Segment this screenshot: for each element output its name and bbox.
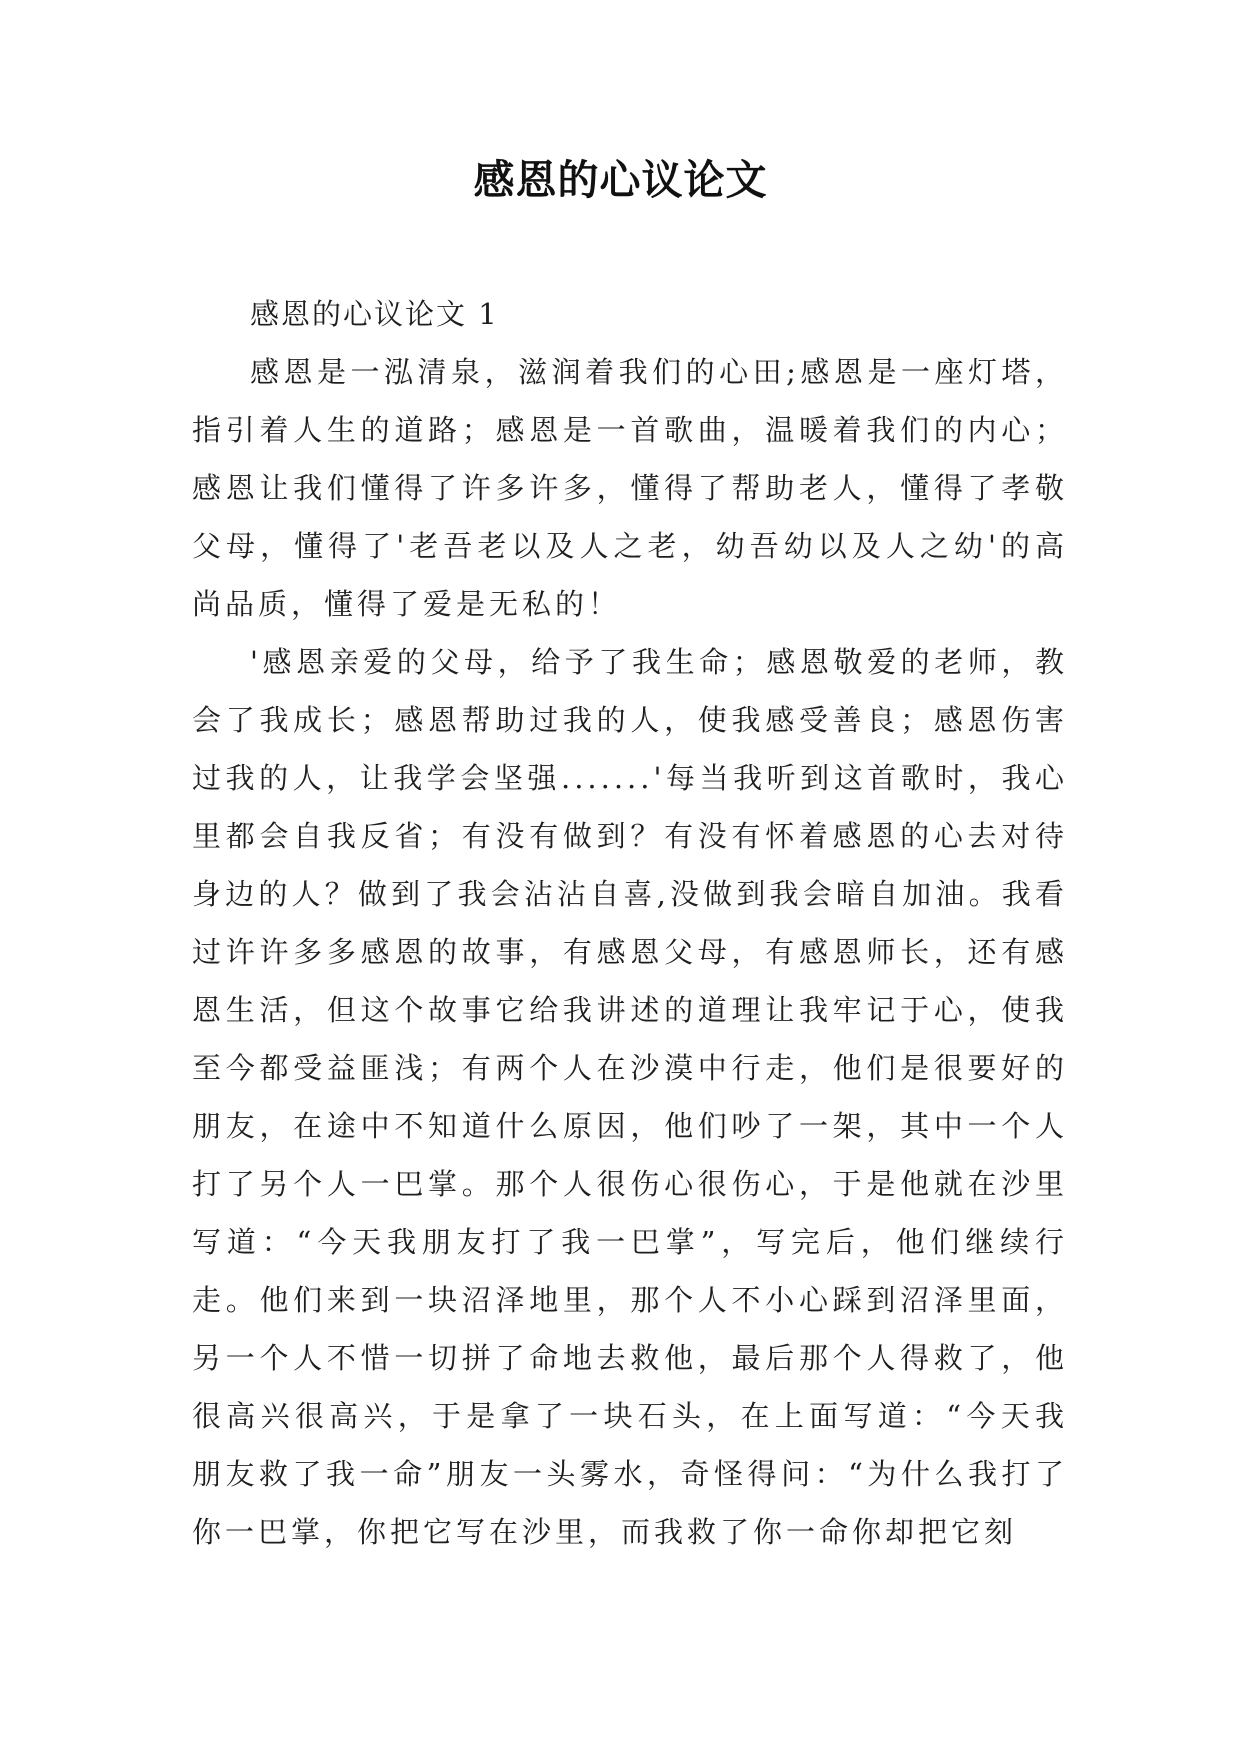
document-title: 感恩的心议论文 [473,156,768,204]
document-body [192,285,1068,1561]
paragraph-1: 感恩是一泓清泉，滋润着我们的心田;感恩是一座灯塔，指引着人生的道路；感恩是一首歌曲，温暖着我们的内心；感恩让我们懂得了许多许多，懂得了帮助老人，懂得了孝敬父母，懂得了'老吾老以及人之老，幼吾幼以及人之幼'的高尚品质，懂得了爱是无私的！ [192,355,1068,621]
paragraph-2: '感恩亲爱的父母，给予了我生命；感恩敬爱的老师，教会了我成长；感恩帮助过我的人，使我感受善良；感恩伤害过我的人，让我学会坚强.......'每当我听到这首歌时，我心里都会自我反省；有没有做到？有没有怀着感恩的心去对待身边的人？做到了我会沾沾自喜,没做到我会暗自加油。我看过许许多多感恩的故事，有感恩父母，有感恩师长，还有感恩生活，但这个故事它给我讲述的道理让我牢记于心，使我至今都受益匪浅；有两个人在沙漠中行走，他们是很要好的朋友，在途中不知道什么原因，他们吵了一架，其中一个人打了另个人一巴掌。那个人很伤心很伤心，于是他就在沙里写道：“今天我朋友打了我一巴掌”，写完后，他们继续行走。他们来到一块沼泽地里，那个人不小心踩到沼泽里面，另一个人不惜一切拼了命地去救他，最后那个人得救了，他很高兴很高兴，于是拿了一块石头，在上面写道：“今天我朋友救了我一命”朋友一头雾水，奇怪得问：“为什么我打了你一巴掌，你把它写在沙里，而我救了你一命你却把它刻 [192,645,1068,1549]
section-heading: 感恩的心议论文 1 [250,297,499,331]
